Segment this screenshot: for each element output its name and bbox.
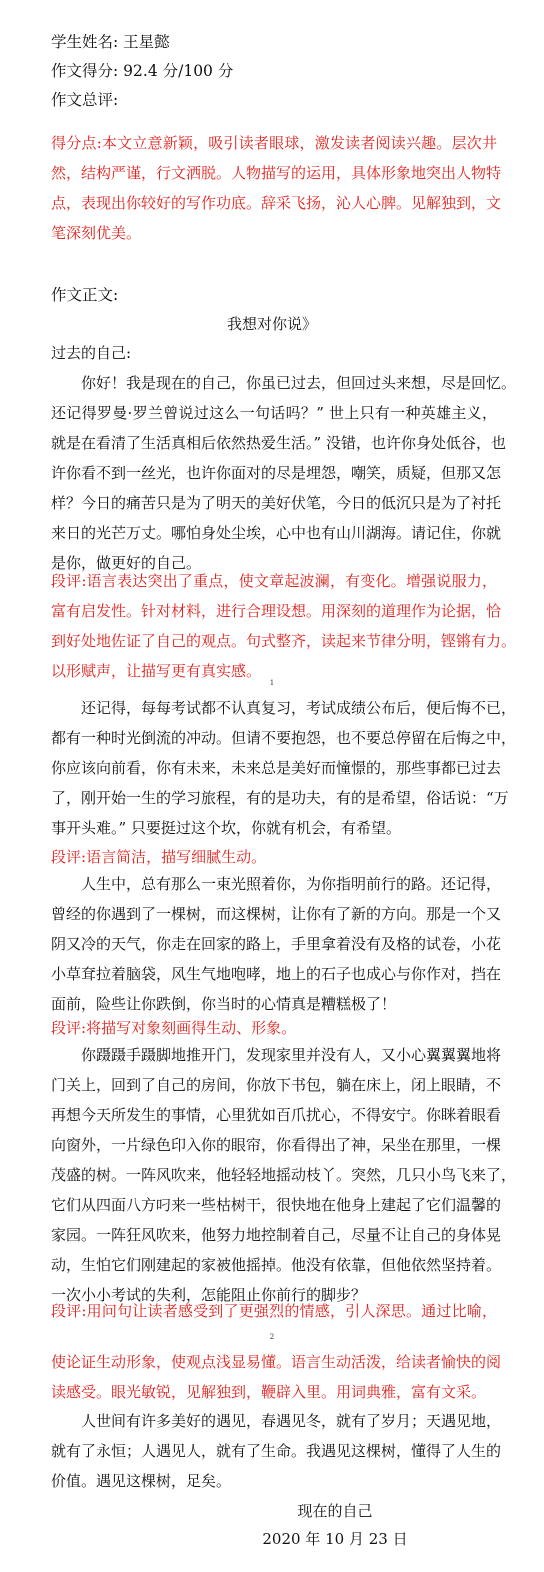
comment-row: 到好处地佐证了自己的观点。句式整齐，读起来节律分明，铿锵有力。 <box>51 632 517 650</box>
comment-label: 段评: <box>51 848 87 866</box>
comment-row: 使论证生动形象，使观点浅显易懂。语言生动活泼，给读者愉快的阅 <box>51 1353 502 1371</box>
essay-body-heading: 作文正文: <box>51 286 119 304</box>
paragraph-row: 茂盛的树。一阵风吹来，他轻轻地摇动枝丫。突然，几只小鸟飞来了， <box>51 1166 517 1184</box>
essay-title: 我想对你说》 <box>226 315 317 333</box>
paragraph-row: 都有一种时光倒流的冲动。但请不要抱怨，也不要总停留在后悔之中， <box>51 729 517 747</box>
summary-heading: 作文总评: <box>51 91 119 109</box>
paragraph-comment-4-continued <box>51 1347 502 1407</box>
paragraph-row: 还记得，每每考试都不认真复习，考试成绩公布后，便后悔不已， <box>81 699 517 717</box>
paragraph-row: 还记得罗曼·罗兰曾说过这么一句话吗？” 世上只有一种英雄主义， <box>51 404 497 422</box>
paragraph-comment-4 <box>51 1296 497 1326</box>
essay-paragraph-1 <box>51 368 517 578</box>
paragraph-row: 就有了永恒；人遇见人，就有了生命。我遇见这棵树，懂得了人生的 <box>51 1442 502 1460</box>
date: 2020 年 10 月 23 日 <box>262 1530 408 1548</box>
paragraph-row: 就是在看清了生活真相后依然热爱生活。” 没错，也许你身处低谷，也 <box>51 434 506 452</box>
paragraph-comment-3 <box>51 1013 497 1043</box>
paragraph-row: 阴又冷的天气，你走在回家的路上，手里拿着没有及格的试卷，小花 <box>51 935 502 953</box>
paragraph-row: 人生中，总有那么一束光照着你，为你指明前行的路。还记得， <box>81 875 502 893</box>
paragraph-row: 向窗外，一片绿色印入你的眼帘，你看得出了神，呆坐在那里，一棵 <box>51 1136 502 1154</box>
comment-text: 语言简洁，描写细腻生动。 <box>86 848 267 866</box>
paragraph-row: 事开头难。” 只要挺过这个坎，你就有机会，有希望。 <box>51 819 401 837</box>
page-number: 2 <box>269 1333 275 1341</box>
paragraph-row: 曾经的你遇到了一棵树，而这棵树，让你有了新的方向。那是一个又 <box>51 905 502 923</box>
paragraph-comment-1 <box>51 566 517 686</box>
paragraph-row: 许你看不到一丝光，也许你面对的尽是埋怨，嘲笑，质疑，但那又怎 <box>51 464 502 482</box>
paragraph-row: 你好！我是现在的自己，你虽已过去，但回过头来想，尽是回忆。 <box>81 374 517 392</box>
paragraph-row: 人世间有许多美好的遇见，春遇见冬，就有了岁月；天遇见地， <box>81 1412 502 1430</box>
paragraph-row: 小草耷拉着脑袋，风生气地咆哮，地上的石子也成心与你作对，挡在 <box>51 965 502 983</box>
paragraph-row: 来日的光芒万丈。哪怕身处尘埃，心中也有山川湖海。请记住，你就 <box>51 524 502 542</box>
page-number: 1 <box>269 679 275 687</box>
comment-label: 段评: <box>51 572 87 590</box>
paragraph-row: 再想今天所发生的事情，心里犹如百爪扰心，不得安宁。你眯着眼看 <box>51 1106 502 1124</box>
paragraph-row: 门关上，回到了自己的房间，你放下书包，躺在床上，闭上眼睛，不 <box>51 1076 502 1094</box>
student-name-line <box>51 31 497 53</box>
score-label: 作文得分: <box>51 62 119 80</box>
comment-label: 段评: <box>51 1019 87 1037</box>
essay-paragraph-5 <box>51 1406 502 1496</box>
essay-paragraph-3 <box>51 869 502 1019</box>
summary-row: 本文立意新颖，吸引读者眼球，激发读者阅读兴趣。层次井 <box>101 134 497 152</box>
salutation: 过去的自己: <box>51 344 132 362</box>
paragraph-row: 你应该向前看，你有未来，未来总是美好而憧憬的，那些事都已过去 <box>51 759 502 777</box>
paragraph-row: 动，生怕它们刚建起的家被他摇掉。他没有依靠，但他依然坚持着。 <box>51 1256 502 1274</box>
paragraph-row: 是你，做更好的自己。 <box>51 554 202 572</box>
paragraph-row: 面前，险些让你跌倒，你当时的心情真是糟糕极了！ <box>51 995 397 1013</box>
summary-comment <box>51 128 502 248</box>
summary-row: 点，表现出你较好的写作功底。辞采飞扬，沁人心脾。见解独到，文 <box>51 194 502 212</box>
essay-paragraph-4 <box>51 1040 517 1310</box>
paragraph-row: 了，刚开始一生的学习旅程，有的是功夫，有的是希望，俗话说：“万 <box>51 789 509 807</box>
comment-row: 富有启发性。针对材料，进行合理设想。用深刻的道理作为论据，恰 <box>51 602 502 620</box>
student-name: 王星懿 <box>123 33 170 51</box>
score-value: 92.4 分/100 分 <box>123 62 234 80</box>
comment-row: 读感受。眼光敏锐，见解独到，鞭辟入里。用词典雅，富有文采。 <box>51 1383 487 1401</box>
summary-row: 然，结构严谨，行文洒脱。人物描写的运用，具体形象地突出人物特 <box>51 164 502 182</box>
paragraph-row: 它们从四面八方叼来一些枯树干，很快地在他身上建起了它们温馨的 <box>51 1196 502 1214</box>
paragraph-comment-2 <box>51 842 497 872</box>
summary-row: 笔深刻优美。 <box>51 224 142 242</box>
paragraph-row: 价值。遇见这棵树，足矣。 <box>51 1472 232 1490</box>
essay-paragraph-2 <box>51 693 517 843</box>
comment-row: 以形赋声，让描写更有真实感。 <box>51 662 262 680</box>
comment-text: 将描写对象刻画得生动、形象。 <box>86 1019 297 1037</box>
comment-row: 语言表达突出了重点，使文章起波澜，有变化。增强说服力， <box>86 572 497 590</box>
paragraph-row: 样？今日的痛苦只是为了明天的美好伏笔，今日的低沉只是为了衬托 <box>51 494 502 512</box>
summary-comment-label: 得分点: <box>51 134 102 152</box>
paragraph-row: 一次小小考试的失利，怎能阻止你前行的脚步？ <box>51 1286 367 1304</box>
student-name-label: 学生姓名: <box>51 33 119 51</box>
signature: 现在的自己 <box>297 1502 373 1520</box>
comment-row: 用问句让读者感受到了更强烈的情感，引人深思。通过比喻， <box>86 1302 497 1320</box>
score-line <box>51 60 497 82</box>
paragraph-row: 你蹑蹑手蹑脚地推开门，发现家里并没有人，又小心翼翼翼地将 <box>81 1046 502 1064</box>
paragraph-row: 家园。一阵狂风吹来，他努力地控制着自己，尽量不让自己的身体晃 <box>51 1226 502 1244</box>
comment-label: 段评: <box>51 1302 87 1320</box>
